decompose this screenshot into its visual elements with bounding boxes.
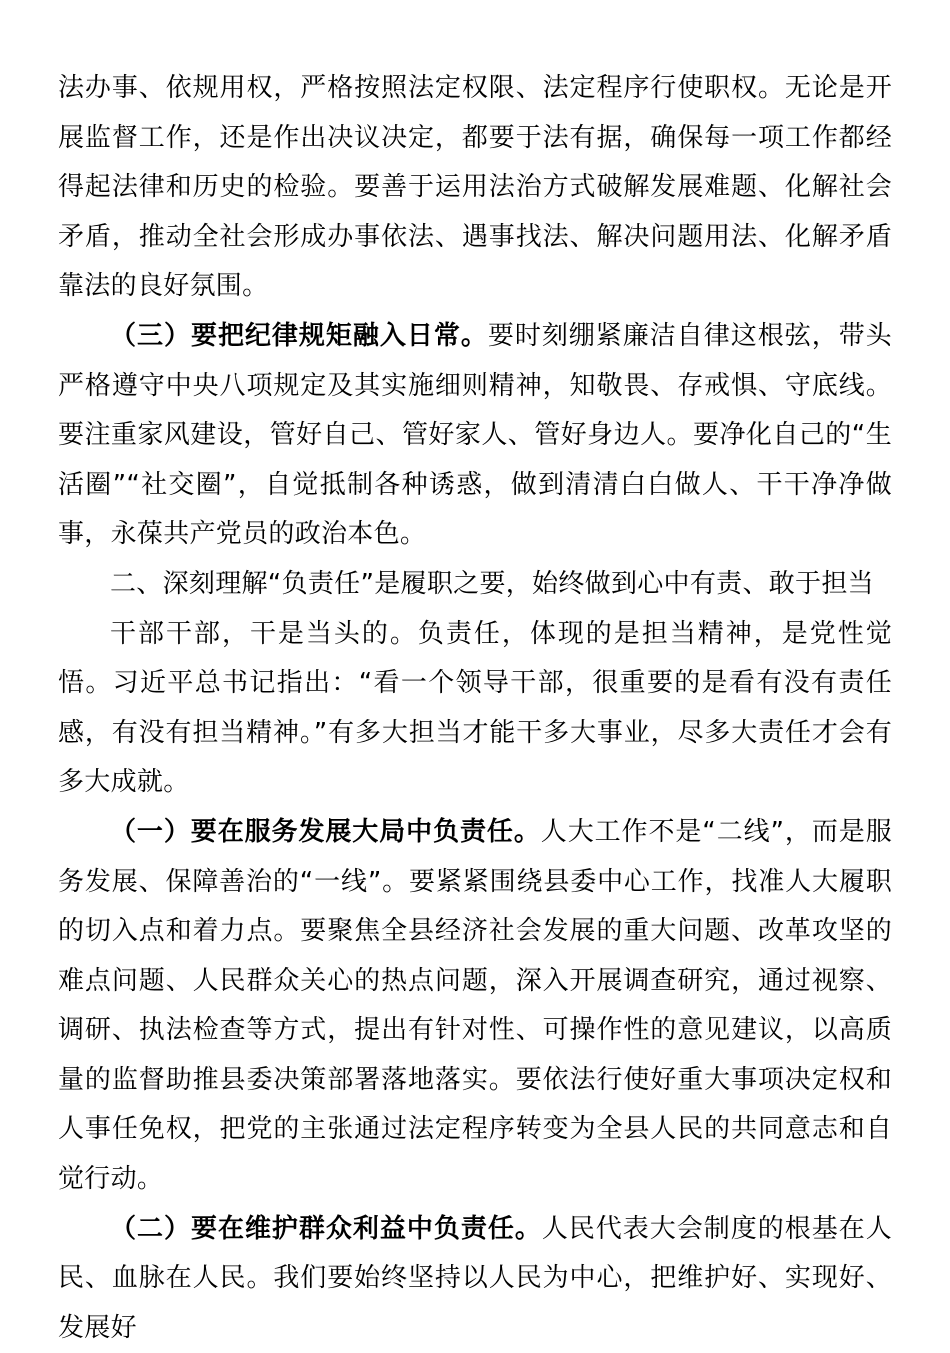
paragraph-rule-of-law <box>58 64 892 312</box>
paragraph-public-interest <box>58 1205 892 1353</box>
paragraph-text: 人大工作不是“二线”，而是服务发展、保障善治的“一线”。要紧紧围绕县委中心工作，找准人大履职的切入点和着力点。要聚焦全县经济社会发展的重大问题、改革攻坚的难点问题、人民群众关心的热点问题，深入开展调查研究，通过视察、调研、执法检查等方式，提出有针对性、可操作性的意见建议，以高质量的监督助推县委决策部署落地落实。要依法行使好重大事项决定权和人事任免权，把党的主张通过法定程序转变为全县人民的共同意志和自觉行动。 <box>58 816 892 1195</box>
section-heading-responsibility <box>58 560 892 610</box>
paragraph-text: 干部干部，干是当头的。负责任，体现的是担当精神，是党性觉悟。习近平总书记指出：“看一个领导干部，很重要的是看有没有责任感，有没有担当精神。”有多大担当才能干多大事业，尽多大责任才会有多大成就。 <box>58 618 892 798</box>
paragraph-text: 要时刻绷紧廉洁自律这根弦，带头严格遵守中央八项规定及其实施细则精神，知敬畏、存戒惧、守底线。要注重家风建设，管好自己、管好家人、管好身边人。要净化自己的“生活圈”“社交圈”，自觉抵制各种诱惑，做到清清白白做人、干干净净做事，永葆共产党员的政治本色。 <box>58 320 892 550</box>
document-body <box>58 64 892 1353</box>
paragraph-heading-discipline: （三）要把纪律规矩融入日常。 <box>110 320 488 351</box>
paragraph-serve-development <box>58 808 892 1205</box>
paragraph-text: 人民代表大会制度的根基在人民、血脉在人民。我们要始终坚持以人民为中心，把维护好、实现好、发展好 <box>58 1213 892 1343</box>
paragraph-discipline <box>58 312 892 560</box>
paragraph-responsibility-intro <box>58 610 892 808</box>
section-heading-text: 二、深刻理解“负责任”是履职之要，始终做到心中有责、敢于担当 <box>110 568 874 599</box>
paragraph-heading-public-interest: （二）要在维护群众利益中负责任。 <box>110 1213 542 1244</box>
paragraph-text: 法办事、依规用权，严格按照法定权限、法定程序行使职权。无论是开展监督工作，还是作出决议决定，都要于法有据，确保每一项工作都经得起法律和历史的检验。要善于运用法治方式破解发展难题、化解社会矛盾，推动全社会形成办事依法、遇事找法、解决问题用法、化解矛盾靠法的良好氛围。 <box>58 73 892 302</box>
paragraph-heading-serve-development: （一）要在服务发展大局中负责任。 <box>110 816 541 847</box>
